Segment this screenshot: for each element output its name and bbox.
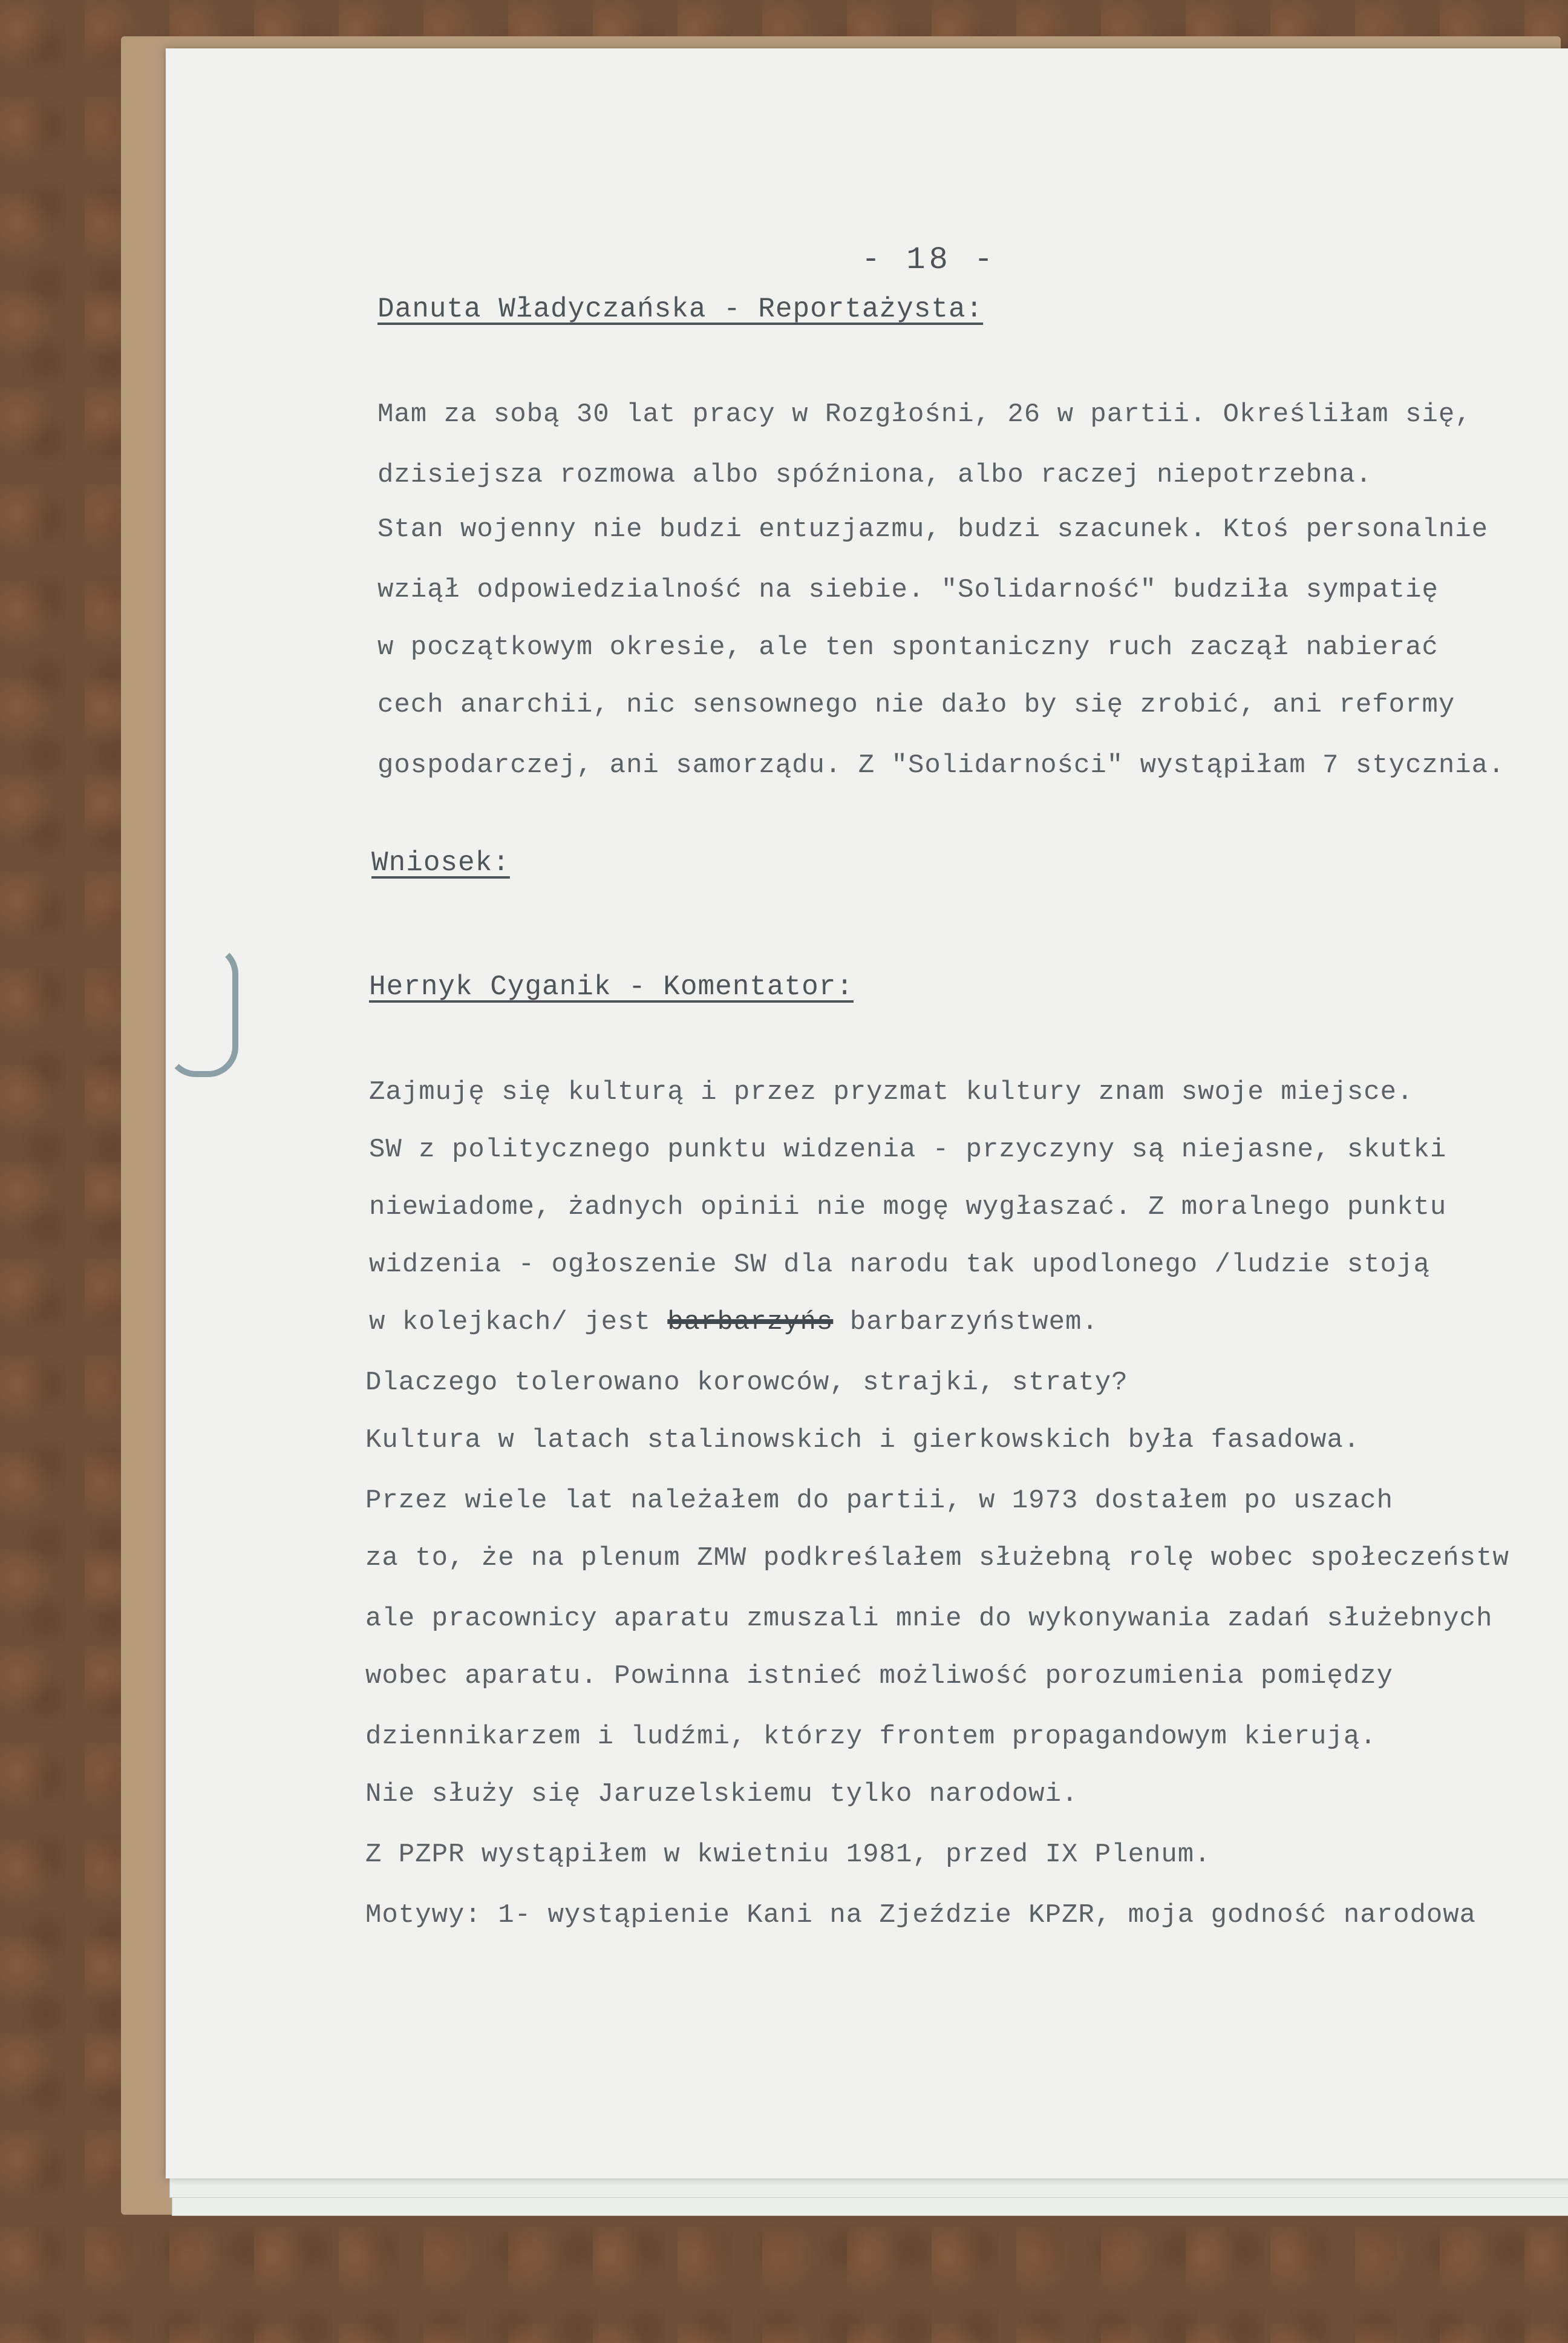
text-line: gospodarczej, ani samorządu. Z "Solidarności" wystąpiłam 7 stycznia. (377, 750, 1505, 781)
text-line: Z PZPR wystąpiłem w kwietniu 1981, przed IX Plenum. (365, 1840, 1211, 1870)
text-segment: w kolejkach/ jest (369, 1307, 668, 1337)
page-number: - 18 - (861, 242, 997, 278)
text-line: dzisiejsza rozmowa albo spóźniona, albo raczej niepotrzebna. (377, 460, 1373, 490)
text-line: dziennikarzem i ludźmi, którzy frontem propagandowym kierują. (365, 1722, 1377, 1752)
text-line: Przez wiele lat należałem do partii, w 1973 dostałem po uszach (365, 1486, 1394, 1516)
wniosek-heading: Wniosek: (371, 847, 510, 879)
section-heading: Hernyk Cyganik - Komentator: (369, 971, 854, 1003)
text-line: Stan wojenny nie budzi entuzjazmu, budzi szacunek. Ktoś personalnie (377, 514, 1489, 545)
folder-board (121, 36, 1561, 2215)
section-heading: Danuta Władyczańska - Reportażysta: (377, 293, 984, 325)
text-line: SW z politycznego punktu widzenia - przyczyny są niejasne, skutki (369, 1135, 1447, 1165)
text-line: Mam za sobą 30 lat pracy w Rozgłośni, 26 w partii. Określiłam się, (377, 399, 1472, 430)
text-line: wobec aparatu. Powinna istnieć możliwość porozumienia pomiędzy (365, 1661, 1394, 1691)
text-line: ale pracownicy aparatu zmuszali mnie do wykonywania zadań służebnych (365, 1604, 1493, 1634)
text-line: za to, że na plenum ZMW podkreślałem służebną rolę wobec społeczeństw (365, 1543, 1509, 1573)
binding-string (166, 944, 238, 1077)
text-line: Kultura w latach stalinowskich i gierkowskich była fasadowa. (365, 1425, 1361, 1455)
typed-page (166, 48, 1568, 2178)
text-line: wziął odpowiedzialność na siebie. "Solidarność" budziła sympatię (377, 575, 1439, 605)
text-line: Nie służy się Jaruzelskiemu tylko narodowi. (365, 1779, 1079, 1809)
text-line: Zajmuję się kulturą i przez pryzmat kultury znam swoje miejsce. (369, 1077, 1414, 1107)
text-line: cech anarchii, nic sensownego nie dało by się zrobić, ani reformy (377, 690, 1455, 720)
text-segment: barbarzyństwem. (833, 1307, 1099, 1337)
struck-text: barbarzyńs (667, 1307, 834, 1337)
text-line-with-correction (369, 1307, 1099, 1337)
text-line: widzenia - ogłoszenie SW dla narodu tak upodlonego /ludzie stoją (369, 1250, 1430, 1280)
text-line: w początkowym okresie, ale ten spontaniczny ruch zaczął nabierać (377, 632, 1439, 663)
text-line: Dlaczego tolerowano korowców, strajki, straty? (365, 1368, 1128, 1398)
text-line: Motywy: 1- wystąpienie Kani na Zjeździe KPZR, moja godność narodowa (365, 1900, 1477, 1930)
text-line: niewiadome, żadnych opinii nie mogę wygłaszać. Z moralnego punktu (369, 1192, 1447, 1222)
